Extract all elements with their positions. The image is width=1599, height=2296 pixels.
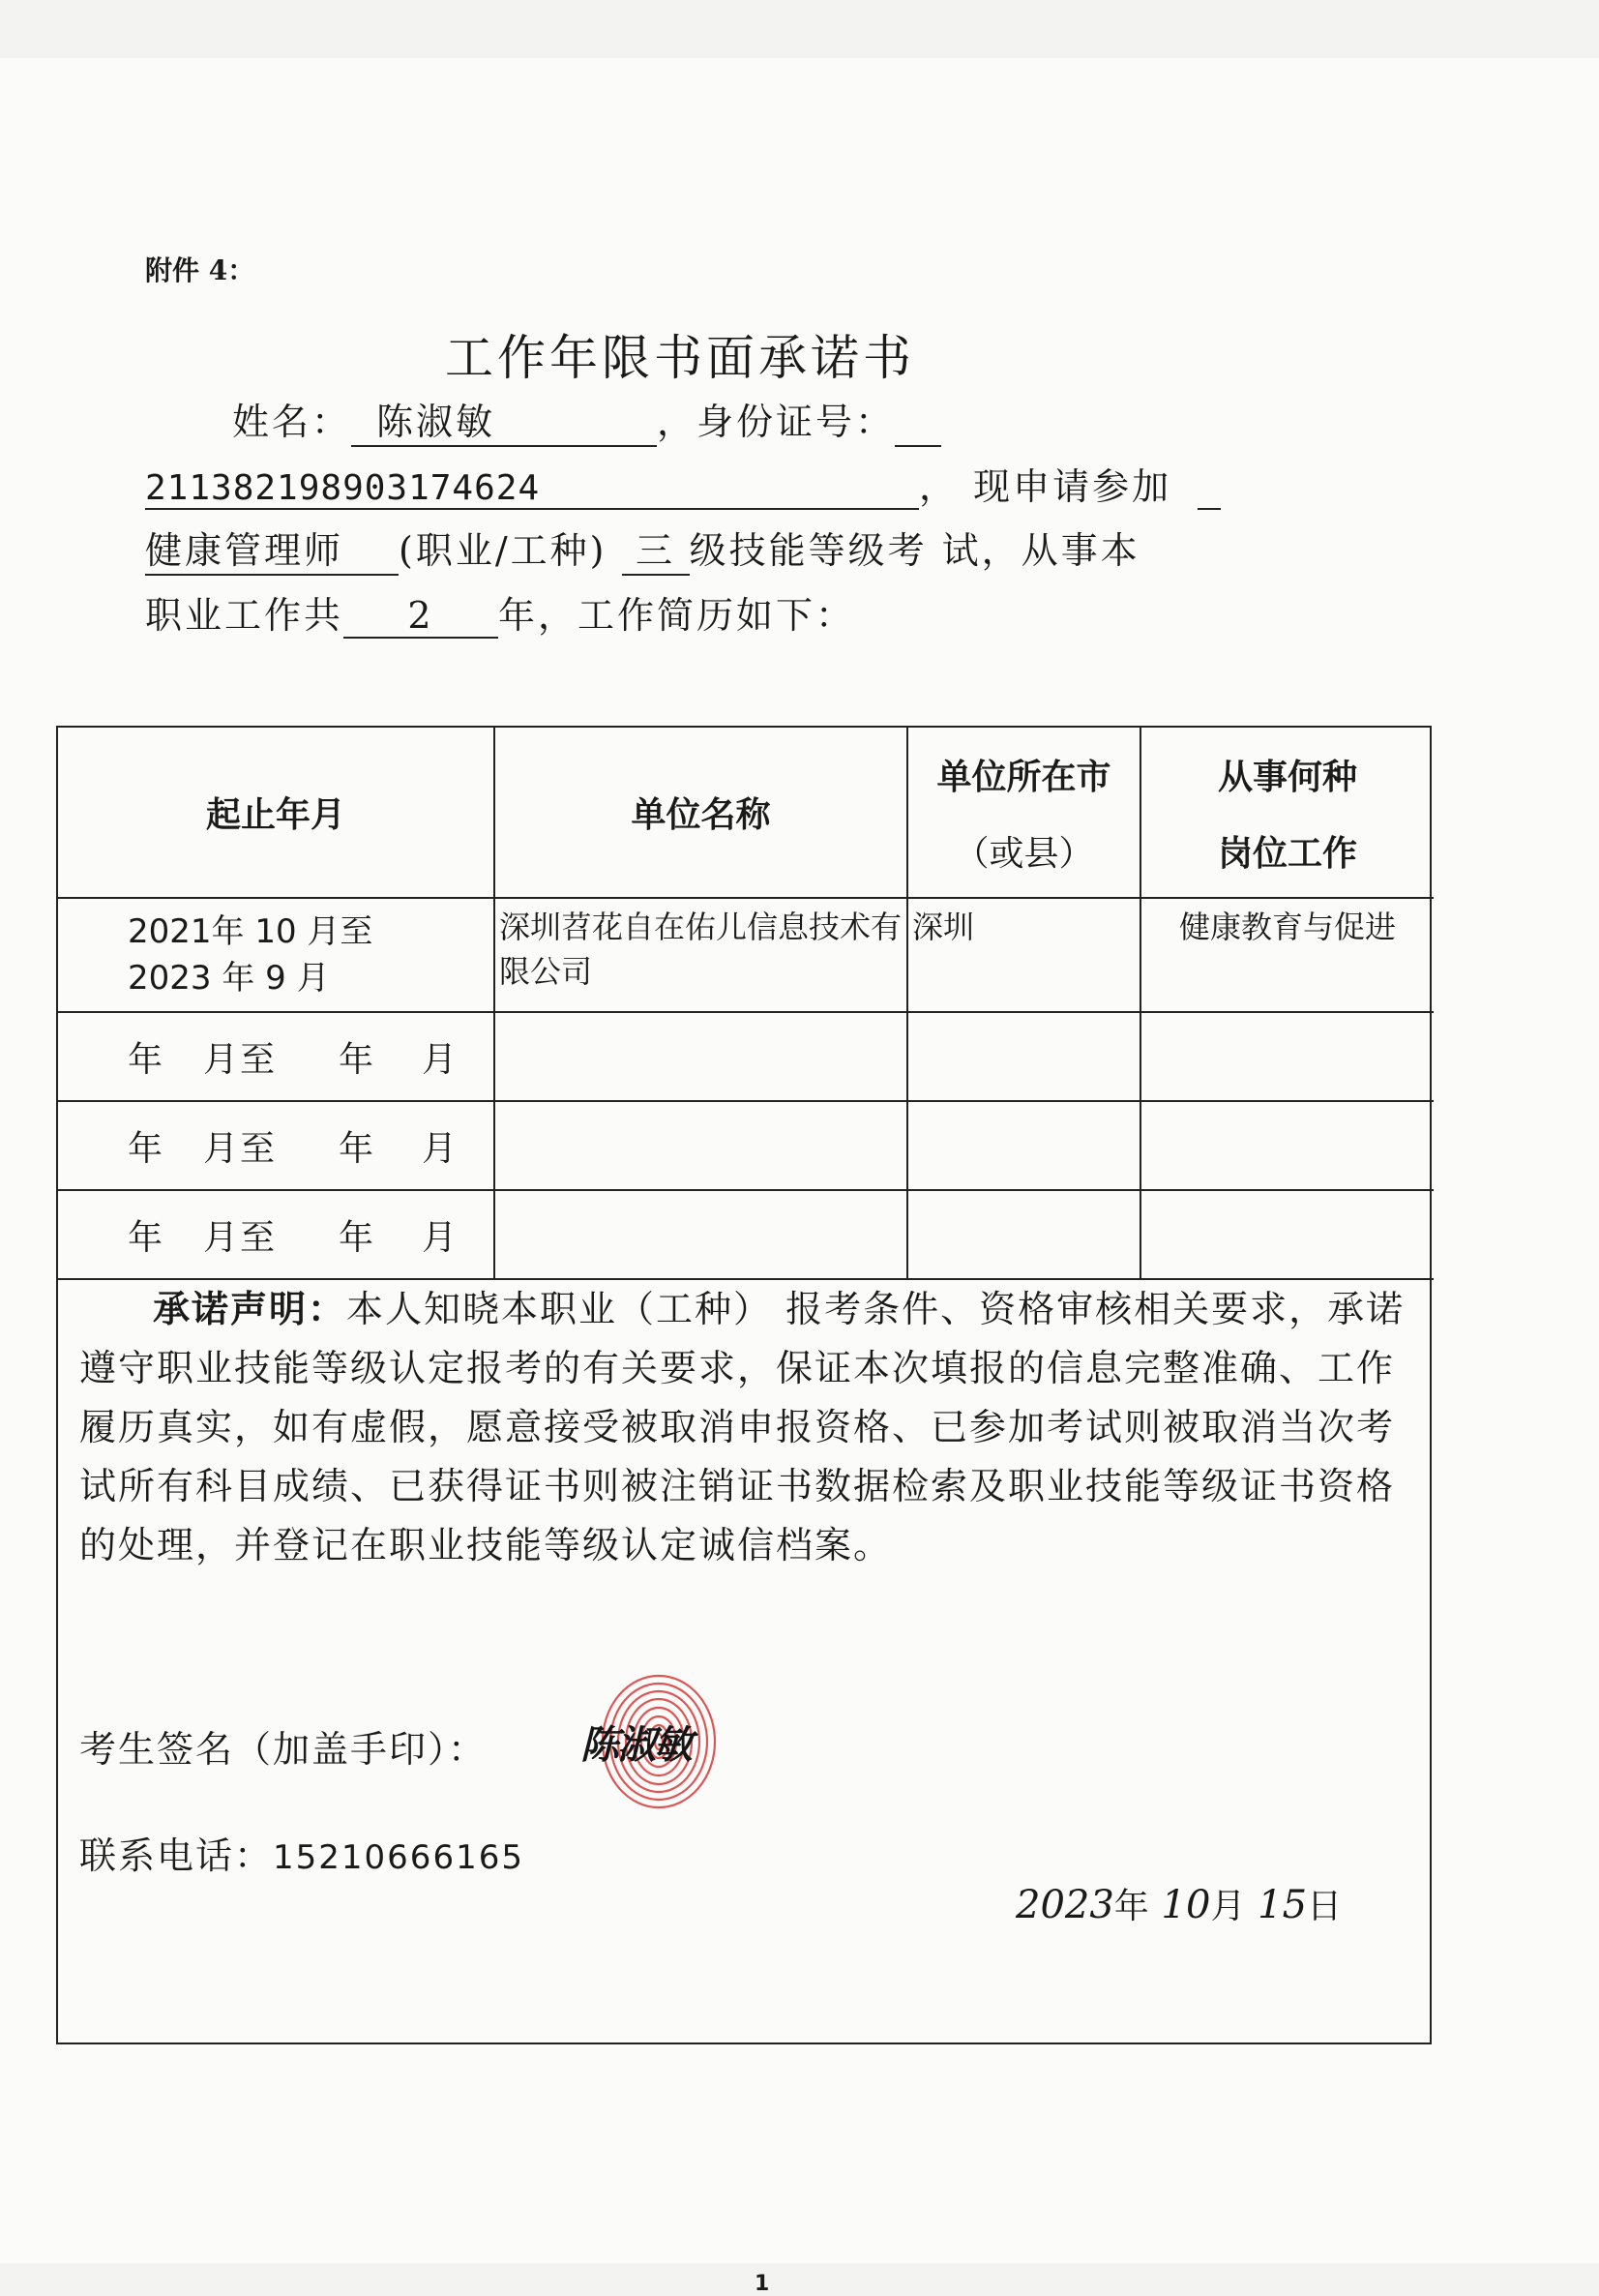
signature-label: 考生签名（加盖手印）： bbox=[79, 1728, 488, 1771]
attachment-label: 附件 4： bbox=[145, 254, 255, 286]
blank-city bbox=[907, 1101, 1140, 1190]
date-month: 10 bbox=[1161, 1883, 1211, 1927]
level-value: 三 bbox=[622, 521, 690, 576]
contact-line bbox=[79, 1826, 524, 1879]
years-value: 2 bbox=[343, 594, 498, 639]
blank-post bbox=[1140, 1101, 1434, 1190]
blank-month-to: 月至 bbox=[203, 1128, 278, 1169]
document-page bbox=[0, 58, 1599, 2296]
table-header-row bbox=[58, 728, 1434, 898]
table-row bbox=[58, 1012, 1434, 1101]
blank-month2: 月 bbox=[422, 1128, 459, 1169]
date-month-char: 月 bbox=[1210, 1887, 1246, 1926]
blank-year: 年 bbox=[128, 1217, 165, 1258]
blank-city bbox=[907, 1190, 1140, 1279]
blank-year: 年 bbox=[128, 1039, 165, 1080]
phone-number: 15210666165 bbox=[273, 1838, 524, 1877]
header-company: 单位名称 bbox=[494, 728, 907, 898]
handwritten-signature: 陈淑敏 bbox=[580, 1722, 691, 1768]
blank-month-to: 月至 bbox=[203, 1039, 278, 1080]
blank-post bbox=[1140, 1190, 1434, 1279]
id-blank bbox=[895, 406, 941, 447]
blank-year2: 年 bbox=[339, 1217, 376, 1258]
blank-period bbox=[58, 1012, 494, 1101]
blank-company bbox=[494, 1012, 907, 1101]
blank-company bbox=[494, 1190, 907, 1279]
declaration-label: 承诺声明： bbox=[153, 1287, 347, 1330]
declaration-text: 本人知晓本职业（工种） 报考条件、资格审核相关要求，承诺遵守职业技能等级认定报考的有关要求，保证本次填报的信息完整准确、工作履历真实，如有虚假，愿意接受被取消申报资格、已参加考试则被取消当次考试所有科目成绩、已获得证书则被注销证书数据检索及职业技能等级证书资格的处理，并登记在职业技能等级认定诚信档案。 bbox=[79, 1288, 1406, 1566]
header-period: 起止年月 bbox=[58, 728, 494, 898]
name-label: 姓名： bbox=[232, 401, 352, 443]
blank-month-to: 月至 bbox=[203, 1217, 278, 1258]
intro-line-4 bbox=[145, 585, 855, 639]
intro-line-3 bbox=[145, 521, 1140, 576]
form-box bbox=[56, 726, 1432, 2044]
table-row bbox=[58, 1101, 1434, 1190]
row1-post: 健康教育与促进 bbox=[1140, 898, 1434, 1012]
name-value: 陈淑敏 bbox=[351, 392, 657, 447]
blank-post bbox=[1140, 1012, 1434, 1101]
header-post bbox=[1140, 728, 1434, 898]
blank-city bbox=[907, 1012, 1140, 1101]
handwritten-date bbox=[1016, 1879, 1342, 1928]
id-label: ，身份证号： bbox=[657, 401, 896, 443]
blank-company bbox=[494, 1101, 907, 1190]
header-post-line1: 从事何种 bbox=[1217, 757, 1357, 797]
phone-label: 联系电话： bbox=[79, 1834, 274, 1877]
blank-period bbox=[58, 1190, 494, 1279]
declaration bbox=[79, 1279, 1410, 1575]
header-city bbox=[907, 728, 1140, 898]
date-day: 15 bbox=[1258, 1883, 1308, 1927]
blank-month2: 月 bbox=[422, 1217, 459, 1258]
row1-period bbox=[58, 898, 494, 1012]
id-number: 211382198903174624 bbox=[145, 468, 919, 510]
apply-blank bbox=[1198, 473, 1221, 510]
row1-company: 深圳苕花自在佑儿信息技术有限公司 bbox=[494, 898, 907, 1012]
date-day-char: 日 bbox=[1307, 1887, 1343, 1926]
blank-month2: 月 bbox=[422, 1039, 459, 1080]
apply-text: ， 现申请参加 bbox=[919, 465, 1172, 508]
row1-period-start: 2021年 10 月至 bbox=[128, 912, 373, 951]
row1-city: 深圳 bbox=[907, 898, 1140, 1012]
header-city-line1: 单位所在市 bbox=[936, 757, 1111, 797]
years-prefix: 职业工作共 bbox=[145, 594, 344, 637]
blank-year2: 年 bbox=[339, 1128, 376, 1169]
date-year-char: 年 bbox=[1113, 1887, 1149, 1926]
occupation-value: 健康管理师 bbox=[145, 521, 399, 576]
date-year: 2023 bbox=[1016, 1883, 1114, 1927]
table-row bbox=[58, 1190, 1434, 1279]
blank-period bbox=[58, 1101, 494, 1190]
page-number: 1 bbox=[755, 2272, 770, 2296]
intro-line-1 bbox=[232, 392, 941, 447]
row1-period-end: 2023 年 9 月 bbox=[128, 959, 330, 998]
blank-year2: 年 bbox=[339, 1039, 376, 1080]
occupation-suffix: (职业/工种) bbox=[399, 529, 607, 572]
blank-year: 年 bbox=[128, 1128, 165, 1169]
years-suffix: 年，工作简历如下： bbox=[498, 594, 856, 637]
work-history-table bbox=[58, 728, 1434, 1280]
header-city-line2: （或县） bbox=[954, 833, 1094, 874]
intro-line-2 bbox=[145, 457, 1221, 510]
level-suffix: 级技能等级考 试，从事本 bbox=[689, 529, 1140, 572]
header-post-line2: 岗位工作 bbox=[1217, 833, 1357, 874]
page-title: 工作年限书面承诺书 bbox=[445, 330, 915, 386]
table-row bbox=[58, 898, 1434, 1012]
